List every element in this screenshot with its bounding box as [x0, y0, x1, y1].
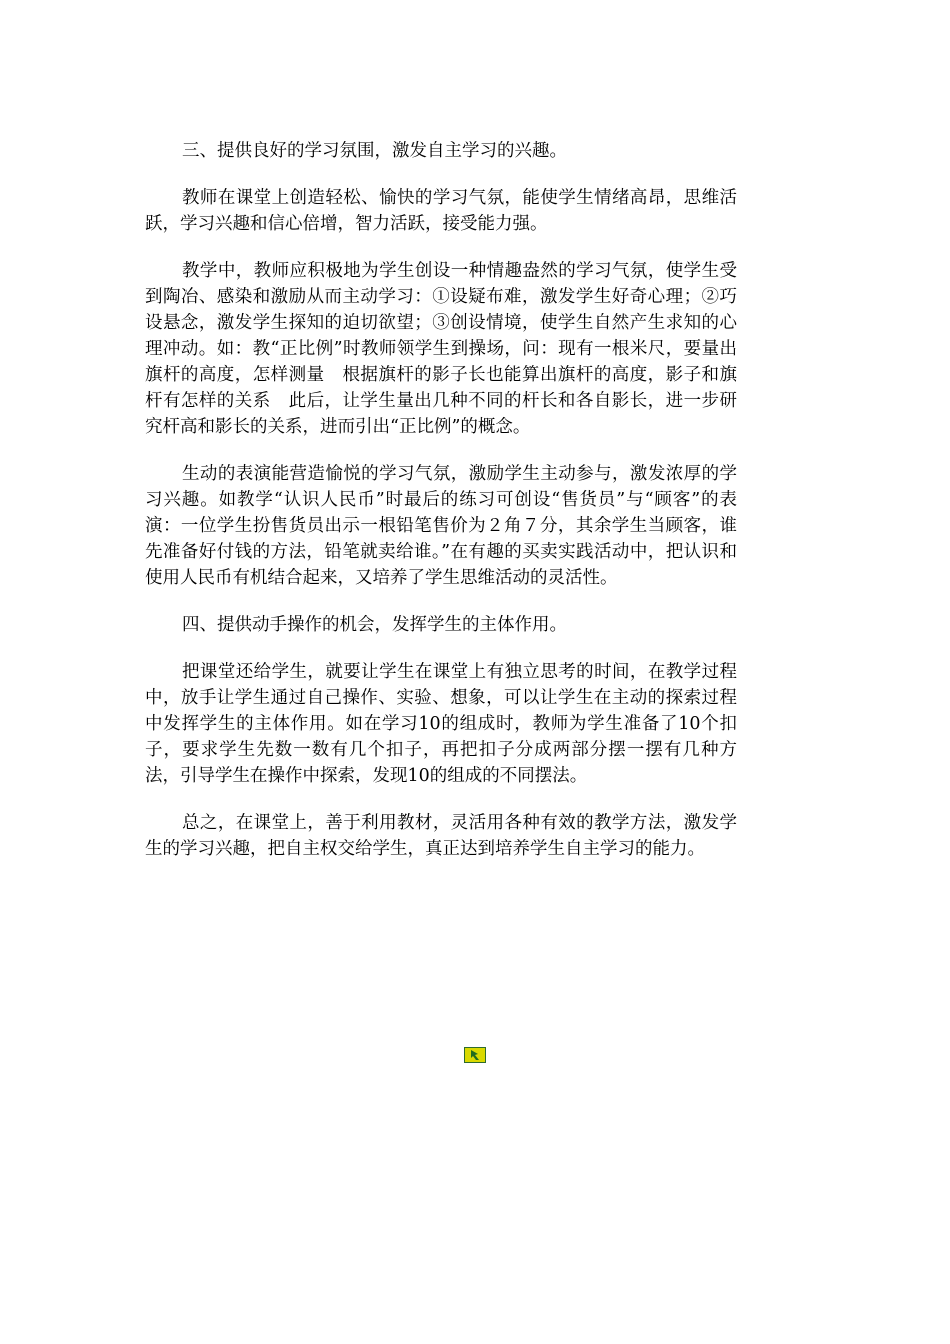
section-heading-3: 三、提供良好的学习氛围，激发自主学习的兴趣。 [182, 141, 567, 161]
green-arrow-icon [464, 1047, 486, 1063]
paragraph-role-play: 生动的表演能营造愉悦的学习气氛，激励学生主动参与，激发浓厚的学习兴趣。如教学“认识人民币”时最后的练习可创设“售货员”与“顾客”的表演：一位学生扮售货员出示一根铅笔售价为２角７分，其余学生当顾客，谁先准备好付钱的方法，铅笔就卖给谁。”在有趣的买卖实践活动中，把认识和使用人民币有机结合起来，又培养了学生思维活动的灵活性。 [145, 464, 737, 588]
document-body [145, 138, 737, 883]
section-heading-4: 四、提供动手操作的机会，发挥学生的主体作用。 [182, 615, 567, 635]
paragraph-hands-on: 把课堂还给学生，就要让学生在课堂上有独立思考的时间，在教学过程中，放手让学生通过自己操作、实验、想象，可以让学生在主动的探索过程中发挥学生的主体作用。如在学习10的组成时，教师为学生准备了10个扣子，要求学生先数一数有几个扣子，再把扣子分成两部分摆一摆有几种方法，引导学生在操作中探索，发现10的组成的不同摆法。 [145, 662, 737, 786]
paragraph-atmosphere: 教师在课堂上创造轻松、愉快的学习气氛，能使学生情绪高昂，思维活跃，学习兴趣和信心倍增，智力活跃，接受能力强。 [145, 188, 737, 234]
paragraph-teaching-methods: 教学中，教师应积极地为学生创设一种情趣盎然的学习气氛，使学生受到陶冶、感染和激励从而主动学习：①设疑布难，激发学生好奇心理；②巧设悬念，激发学生探知的迫切欲望；③创设情境，使学生自然产生求知的心理冲动。如：教“正比例”时教师领学生到操场，问：现有一根米尺，要量出旗杆的高度，怎样测量 根据旗杆的影子长也能算出旗杆的高度，影子和旗杆有怎样的关系 此后，让学生量出几种不同的杆长和各自影长，进一步研究杆高和影长的关系，进而引出“正比例”的概念。 [145, 261, 737, 437]
paragraph-conclusion: 总之，在课堂上，善于利用教材，灵活用各种有效的教学方法，激发学生的学习兴趣，把自主权交给学生，真正达到培养学生自主学习的能力。 [145, 813, 737, 859]
